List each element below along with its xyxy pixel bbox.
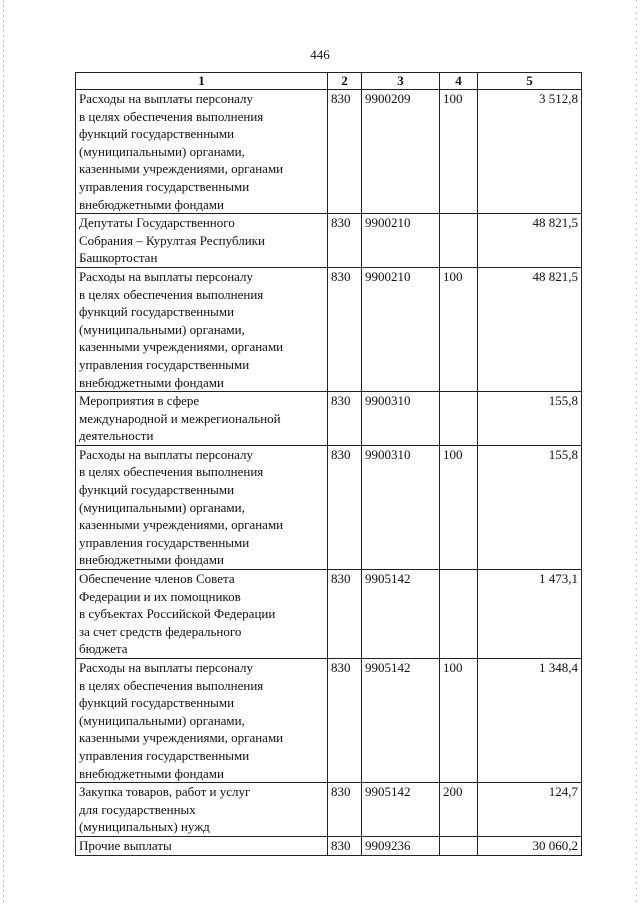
row-department-code: 830 xyxy=(328,570,362,659)
description-line: управления государственными xyxy=(79,747,250,763)
table-row xyxy=(76,214,582,268)
description-line: Обеспечение членов Совета xyxy=(79,571,235,587)
table-header-row xyxy=(76,73,582,90)
page-number: 446 xyxy=(310,47,330,62)
description-line: функций государственными xyxy=(79,695,235,711)
description-line: в целях обеспечения выполнения xyxy=(79,464,264,480)
description-line: Расходы на выплаты персоналу xyxy=(79,446,254,462)
description-line: в субъектах Российской Федерации xyxy=(79,606,276,622)
row-description xyxy=(76,445,328,569)
description-line: Расходы на выплаты персоналу xyxy=(79,91,254,106)
row-department-code: 830 xyxy=(328,392,362,446)
row-expense-type-code xyxy=(440,570,478,659)
scan-edge-left xyxy=(3,0,4,905)
table-row xyxy=(76,267,582,391)
description-line: Мероприятия в сфере xyxy=(79,393,200,409)
description-line: в целях обеспечения выполнения xyxy=(79,286,264,302)
row-amount: 1 348,4 xyxy=(478,659,582,783)
row-description xyxy=(76,392,328,446)
description-line: (муниципальными) органами, xyxy=(79,143,245,159)
description-line: международной и межрегиональной xyxy=(79,410,281,426)
row-department-code: 830 xyxy=(328,836,362,855)
row-amount: 155,8 xyxy=(478,392,582,446)
description-line: Закупка товаров, работ и услуг xyxy=(79,784,251,800)
description-line: казенными учреждениями, органами xyxy=(79,730,284,746)
table-body xyxy=(76,90,582,856)
row-description xyxy=(76,90,328,214)
row-target-article-code: 9900310 xyxy=(362,392,440,446)
description-line: бюджета xyxy=(79,641,128,657)
description-line: Расходы на выплаты персоналу xyxy=(79,660,254,675)
description-line: в целях обеспечения выполнения xyxy=(79,677,264,693)
row-expense-type-code xyxy=(440,392,478,446)
row-target-article-code: 9905142 xyxy=(362,659,440,783)
row-expense-type-code: 200 xyxy=(440,783,478,837)
row-description xyxy=(76,783,328,837)
row-target-article-code: 9900209 xyxy=(362,90,440,214)
row-amount: 1 473,1 xyxy=(478,570,582,659)
header-col-5: 5 xyxy=(478,73,582,90)
row-target-article-code: 9900310 xyxy=(362,445,440,569)
table-row xyxy=(76,836,582,855)
row-amount: 3 512,8 xyxy=(478,90,582,214)
description-line: Собрания – Курултая Республики xyxy=(79,232,265,248)
row-amount: 48 821,5 xyxy=(478,267,582,391)
row-department-code: 830 xyxy=(328,214,362,268)
description-line: деятельности xyxy=(79,428,154,444)
description-line: для государственных xyxy=(79,801,196,817)
row-department-code: 830 xyxy=(328,659,362,783)
row-department-code: 830 xyxy=(328,445,362,569)
header-col-2: 2 xyxy=(328,73,362,90)
table-row xyxy=(76,90,582,214)
row-description xyxy=(76,659,328,783)
row-amount: 48 821,5 xyxy=(478,214,582,268)
row-department-code: 830 xyxy=(328,783,362,837)
description-line: управления государственными xyxy=(79,356,250,372)
row-description xyxy=(76,570,328,659)
row-target-article-code: 9909236 xyxy=(362,836,440,855)
row-expense-type-code: 100 xyxy=(440,90,478,214)
row-description xyxy=(76,214,328,268)
row-amount: 124,7 xyxy=(478,783,582,837)
table-row xyxy=(76,570,582,659)
row-target-article-code: 9900210 xyxy=(362,214,440,268)
row-expense-type-code xyxy=(440,836,478,855)
table-row xyxy=(76,659,582,783)
row-department-code: 830 xyxy=(328,90,362,214)
description-line: (муниципальных) нужд xyxy=(79,819,210,835)
description-line: внебюджетными фондами xyxy=(79,765,224,781)
row-expense-type-code: 100 xyxy=(440,659,478,783)
table-row xyxy=(76,445,582,569)
description-line: Депутаты Государственного xyxy=(79,215,235,231)
row-expense-type-code: 100 xyxy=(440,267,478,391)
header-col-1: 1 xyxy=(76,73,328,90)
description-line: функций государственными xyxy=(79,304,235,320)
row-description xyxy=(76,267,328,391)
description-line: управления государственными xyxy=(79,178,250,194)
row-description xyxy=(76,836,328,855)
row-amount: 155,8 xyxy=(478,445,582,569)
table-row xyxy=(76,392,582,446)
header-col-3: 3 xyxy=(362,73,440,90)
description-line: казенными учреждениями, органами xyxy=(79,339,284,355)
description-line: (муниципальными) органами, xyxy=(79,321,245,337)
description-line: казенными учреждениями, органами xyxy=(79,517,284,533)
row-department-code: 830 xyxy=(328,267,362,391)
description-line: внебюджетными фондами xyxy=(79,374,224,390)
description-line: функций государственными xyxy=(79,482,235,498)
row-amount: 30 060,2 xyxy=(478,836,582,855)
description-line: внебюджетными фондами xyxy=(79,196,224,212)
description-line: за счет средств федерального xyxy=(79,623,242,639)
description-line: внебюджетными фондами xyxy=(79,552,224,568)
description-line: Расходы на выплаты персоналу xyxy=(79,268,254,284)
description-line: Прочие выплаты xyxy=(79,837,172,853)
header-col-4: 4 xyxy=(440,73,478,90)
scan-edge-right xyxy=(636,0,637,905)
description-line: Федерации и их помощников xyxy=(79,588,241,604)
row-target-article-code: 9900210 xyxy=(362,267,440,391)
description-line: (муниципальными) органами, xyxy=(79,712,245,728)
row-expense-type-code xyxy=(440,214,478,268)
description-line: управления государственными xyxy=(79,534,250,550)
description-line: Башкортостан xyxy=(79,250,158,266)
table-row xyxy=(76,783,582,837)
description-line: (муниципальными) органами, xyxy=(79,499,245,515)
description-line: в целях обеспечения выполнения xyxy=(79,108,264,124)
description-line: казенными учреждениями, органами xyxy=(79,161,284,177)
row-target-article-code: 9905142 xyxy=(362,783,440,837)
budget-table xyxy=(75,72,582,856)
row-expense-type-code: 100 xyxy=(440,445,478,569)
description-line: функций государственными xyxy=(79,126,235,142)
row-target-article-code: 9905142 xyxy=(362,570,440,659)
